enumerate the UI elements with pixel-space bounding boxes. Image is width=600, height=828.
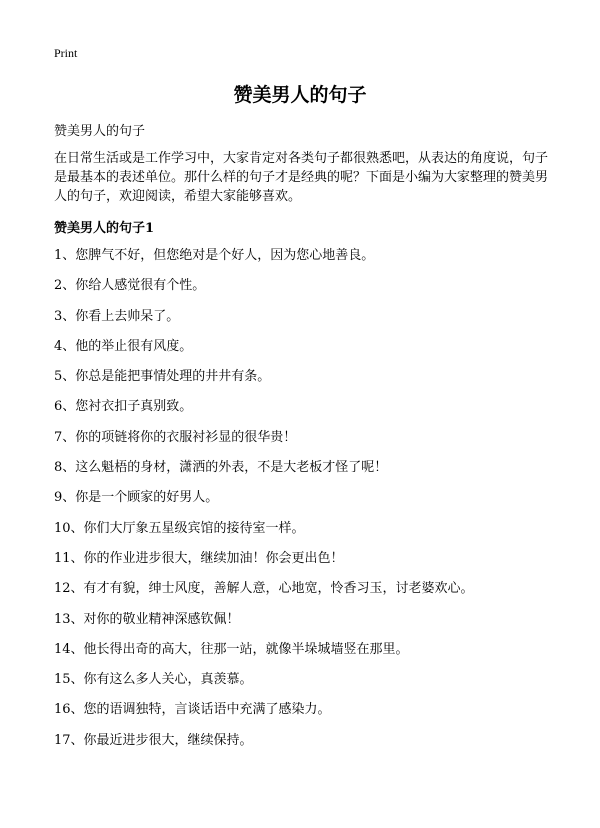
sentence-item: 7、你的项链将你的衣服衬衫显的很华贵！ xyxy=(54,429,297,445)
sentence-item: 14、他长得出奇的高大，往那一站，就像半垛城墙竖在那里。 xyxy=(54,641,409,657)
subtitle: 赞美男人的句子 xyxy=(54,124,146,139)
sentence-item: 10、你们大厅象五星级宾馆的接待室一样。 xyxy=(54,520,305,536)
sentence-item: 17、你最近进步很大，继续保持。 xyxy=(54,732,253,748)
sentence-item: 5、你总是能把事情处理的井井有条。 xyxy=(54,369,271,385)
sentence-item: 16、您的语调独特，言谈话语中充满了感染力。 xyxy=(54,702,331,718)
sentence-item: 4、他的举止很有风度。 xyxy=(54,338,193,354)
sentence-item: 1、您脾气不好，但您绝对是个好人，因为您心地善良。 xyxy=(54,248,375,263)
sentence-item: 13、对你的敬业精神深感钦佩！ xyxy=(54,611,240,627)
section-heading: 赞美男人的句子1 xyxy=(54,221,155,236)
sentence-item: 6、您衬衣扣子真别致。 xyxy=(54,399,193,415)
sentence-item: 12、有才有貌，绅士风度，善解人意，心地宽，怜香习玉，讨老婆欢心。 xyxy=(54,581,474,597)
sentence-item: 11、你的作业进步很大，继续加油！你会更出色！ xyxy=(54,550,344,566)
sentence-list xyxy=(54,246,574,761)
intro-paragraph: 在日常生活或是工作学习中，大家肯定对各类句子都很熟悉吧，从表达的角度说，句子是最基本的表述单位。那什么样的句子才是经典的呢？下面是小编为大家整理的赞美男人的句子，欢迎阅读，希望大家能够喜欢。 xyxy=(54,151,549,204)
sentence-item: 3、你看上去帅呆了。 xyxy=(54,308,180,324)
page-title: 赞美男人的句子 xyxy=(233,84,367,106)
print-link[interactable]: Print xyxy=(54,46,78,60)
sentence-item: 2、你给人感觉很有个性。 xyxy=(54,278,206,294)
sentence-item: 8、这么魁梧的身材，潇洒的外表，不是大老板才怪了呢！ xyxy=(54,460,388,476)
sentence-item: 9、你是一个顾家的好男人。 xyxy=(54,490,219,506)
sentence-item: 15、你有这么多人关心，真羡慕。 xyxy=(54,672,253,688)
